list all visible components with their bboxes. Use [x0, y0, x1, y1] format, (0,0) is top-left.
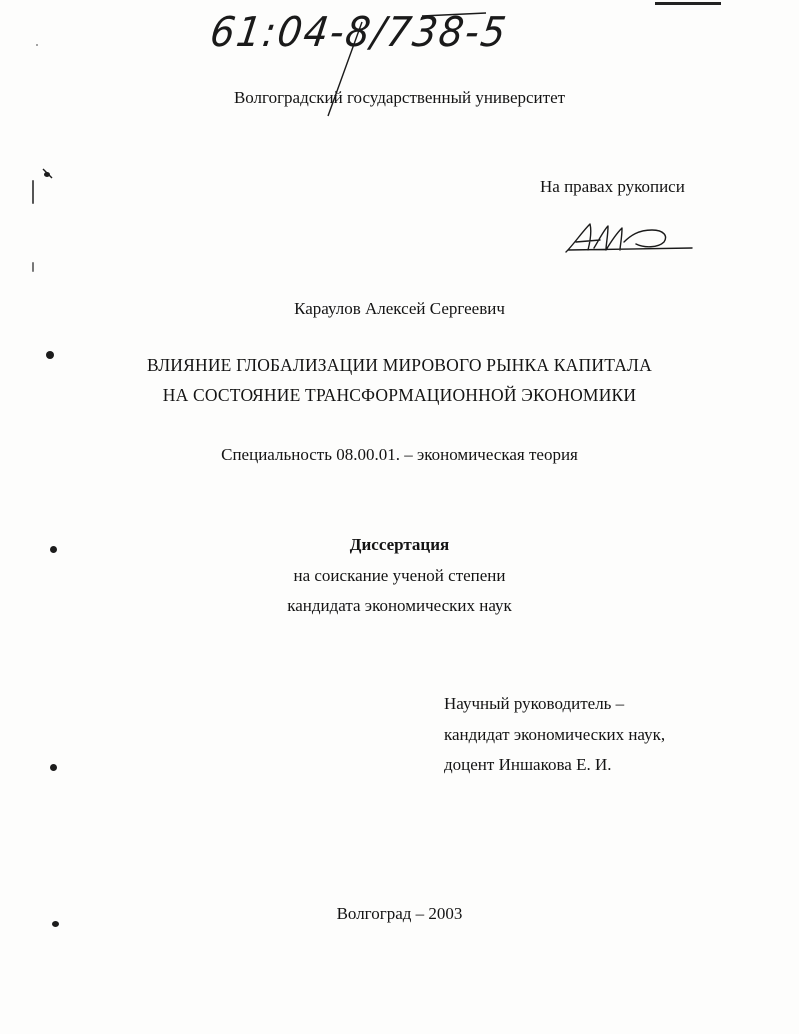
scan-speck	[50, 546, 57, 553]
scan-speck	[655, 2, 721, 5]
supervisor-line-1: Научный руководитель –	[444, 694, 625, 713]
scan-speck	[46, 351, 54, 359]
scan-speck	[44, 172, 50, 177]
supervisor-line-2: кандидат экономических наук,	[444, 725, 666, 744]
scan-speck	[50, 764, 57, 771]
dissertation-title-line-2: НА СОСТОЯНИЕ ТРАНСФОРМАЦИОННОЙ ЭКОНОМИКИ	[162, 385, 637, 405]
degree-line-2: кандидата экономических наук	[287, 596, 512, 615]
specialty: Специальность 08.00.01. – экономическая теория	[221, 445, 578, 464]
dissertation-heading: Диссертация	[349, 535, 450, 554]
manuscript-rights-label: На правах рукописи	[540, 177, 685, 196]
signature	[560, 218, 700, 260]
scan-speck	[32, 262, 34, 272]
scan-speck	[52, 921, 59, 927]
university-name: Волгоградский государственный университет	[233, 88, 566, 107]
scan-speck	[32, 180, 34, 204]
scan-speck	[36, 44, 38, 46]
dissertation-title-line-1: ВЛИЯНИЕ ГЛОБАЛИЗАЦИИ МИРОВОГО РЫНКА КАПИТАЛА	[147, 355, 652, 375]
supervisor-line-3: доцент Иншакова Е. И.	[444, 755, 612, 774]
city-year: Волгоград – 2003	[336, 904, 463, 923]
author-name: Караулов Алексей Сергеевич	[294, 299, 505, 318]
archive-code-handwritten: 61:04-8/738-5	[207, 8, 511, 56]
degree-line-1: на соискание ученой степени	[293, 566, 506, 585]
